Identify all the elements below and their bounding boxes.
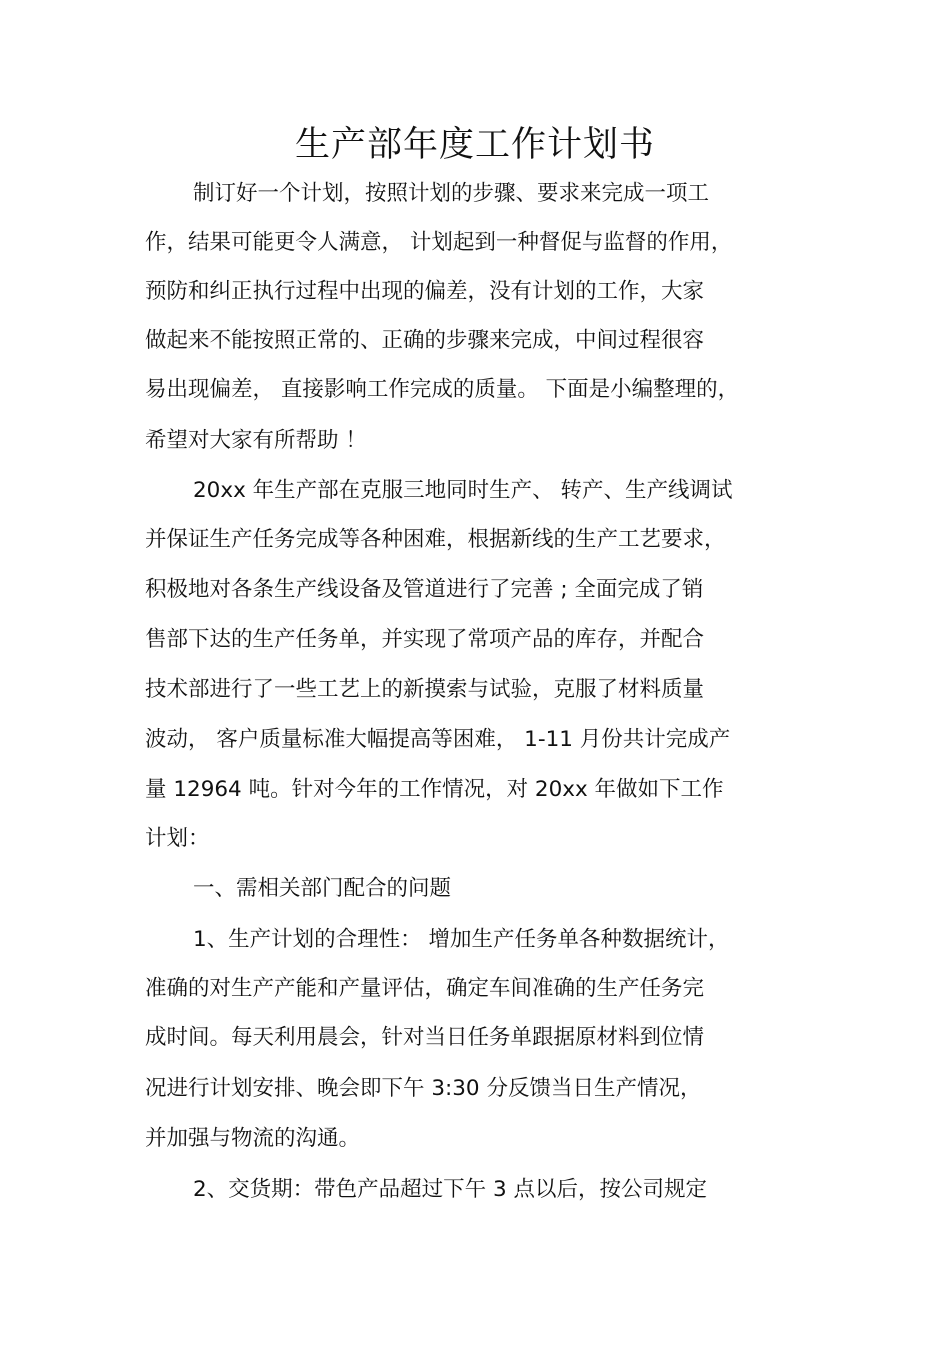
paragraph-line: 1、生产计划的合理性： 增加生产任务单各种数据统计， <box>193 927 730 952</box>
paragraph-line: 并加强与物流的沟通。 <box>145 1126 361 1151</box>
paragraph-line: 预防和纠正执行过程中出现的偏差，没有计划的工作，大家 <box>145 279 705 304</box>
paragraph-line: 准确的对生产产能和产量评估，确定车间准确的生产任务完 <box>145 976 705 1001</box>
paragraph-line: 成时间。每天利用晨会，针对当日任务单跟据原材料到位情 <box>145 1025 705 1050</box>
paragraph-line: 作，结果可能更令人满意， 计划起到一种督促与监督的作用， <box>145 230 733 255</box>
paragraph-line: 制订好一个计划，按照计划的步骤、要求来完成一项工 <box>193 181 710 206</box>
section-heading: 一、需相关部门配合的问题 <box>193 876 452 901</box>
paragraph-line: 并保证生产任务完成等各种困难，根据新线的生产工艺要求， <box>145 527 726 552</box>
paragraph-line: 做起来不能按照正常的、正确的步骤来完成，中间过程很容 <box>145 328 705 353</box>
paragraph-line: 20xx 年生产部在克服三地同时生产、 转产、生产线调试 <box>193 478 733 503</box>
paragraph-line: 波动， 客户质量标准大幅提高等困难， 1-11 月份共计完成产 <box>145 727 731 752</box>
paragraph-line: 量 12964 吨。针对今年的工作情况，对 20xx 年做如下工作 <box>145 777 724 802</box>
paragraph-line: 况进行计划安排、晚会即下午 3:30 分反馈当日生产情况， <box>145 1076 702 1101</box>
paragraph-line: 技术部进行了一些工艺上的新摸索与试验，克服了材料质量 <box>145 677 705 702</box>
paragraph-line: 希望对大家有所帮助 ！ <box>145 428 367 453</box>
paragraph-line: 积极地对各条生产线设备及管道进行了完善 ; 全面完成了销 <box>145 577 704 602</box>
paragraph-line: 计划： <box>145 826 210 851</box>
paragraph-line: 2、交货期：带色产品超过下午 3 点以后，按公司规定 <box>193 1177 708 1202</box>
paragraph-line: 售部下达的生产任务单，并实现了常项产品的库存，并配合 <box>145 627 705 652</box>
document-title: 生产部年度工作计划书 <box>294 125 655 165</box>
paragraph-line: 易出现偏差， 直接影响工作完成的质量。 下面是小编整理的， <box>145 377 740 402</box>
